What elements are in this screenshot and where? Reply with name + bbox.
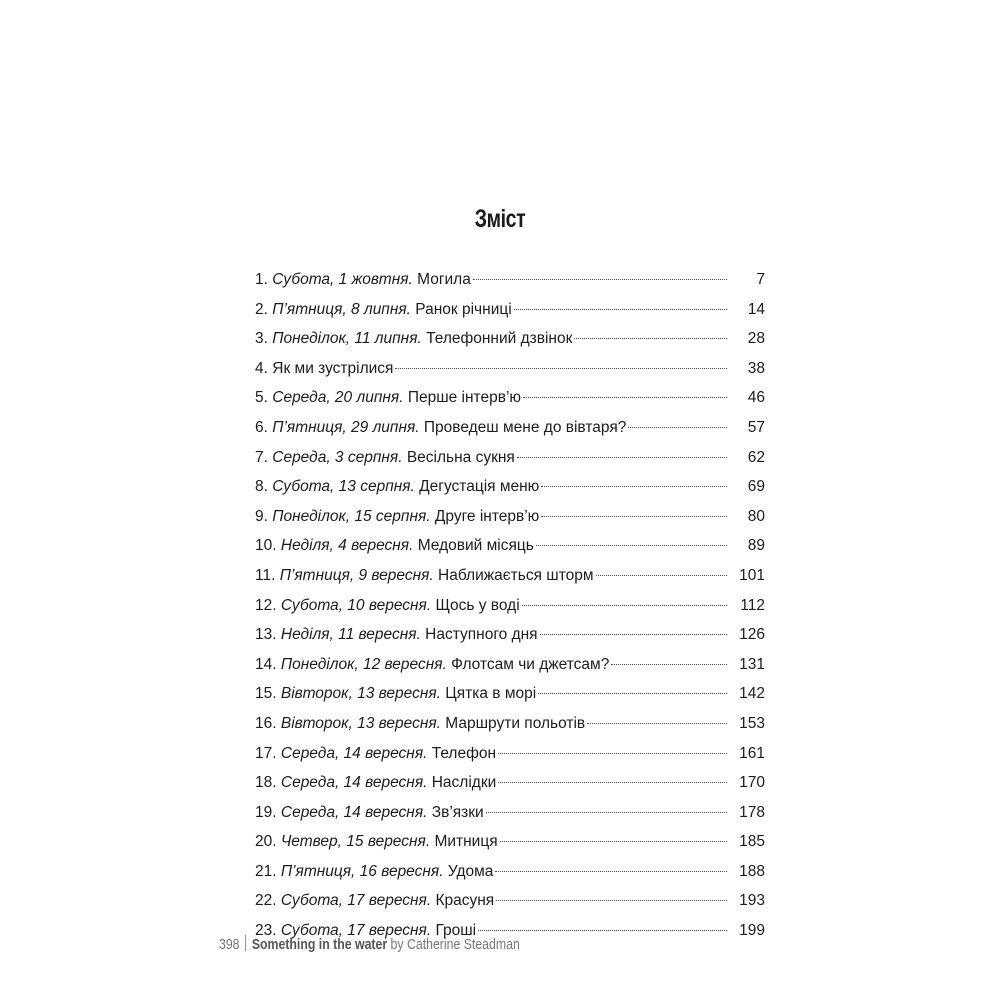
toc-entry[interactable] <box>255 448 765 478</box>
chapter-date: П’ятниця, 29 липня. <box>272 418 420 436</box>
chapter-date: Четвер, 15 вересня. <box>280 833 431 851</box>
dot-leader <box>540 634 727 635</box>
toc-entry[interactable] <box>255 862 765 892</box>
chapter-number: 13. <box>255 626 277 644</box>
chapter-title: Дегустація меню <box>419 478 540 496</box>
dot-leader <box>536 545 727 546</box>
toc-entry[interactable] <box>255 714 765 744</box>
chapter-number: 21. <box>255 862 277 880</box>
chapter-page-number: 69 <box>747 478 765 496</box>
chapter-date: Вівторок, 13 вересня. <box>280 685 441 703</box>
chapter-page-number: 80 <box>747 507 765 525</box>
dot-leader <box>574 338 727 339</box>
chapter-number: 11. <box>255 566 276 584</box>
dot-leader <box>523 397 727 398</box>
chapter-number: 12. <box>255 596 277 614</box>
chapter-title: Як ми зустрілися <box>272 359 394 377</box>
chapter-title: Флотсам чи джетсам? <box>451 655 610 673</box>
toc-entry-text <box>255 270 471 290</box>
chapter-page-number: 170 <box>739 774 765 792</box>
dot-leader <box>541 516 727 517</box>
toc-entry-text <box>255 359 393 379</box>
chapter-number: 8. <box>255 478 268 496</box>
chapter-date: Середа, 14 вересня. <box>280 803 428 821</box>
dot-leader <box>587 723 727 724</box>
dot-leader <box>496 900 727 901</box>
chapter-date: Понеділок, 15 серпня. <box>272 507 431 525</box>
chapter-number: 16. <box>255 714 277 732</box>
chapter-title: Весільна сукня <box>406 448 515 466</box>
dot-leader <box>498 782 727 783</box>
chapter-page-number: 14 <box>747 300 765 318</box>
toc-entry[interactable] <box>255 477 765 507</box>
chapter-title: Могила <box>417 271 471 288</box>
toc-entry-text <box>255 566 594 586</box>
toc-entry-text <box>255 625 538 645</box>
page-title: Зміст <box>474 205 526 233</box>
toc-entry-text <box>255 507 539 527</box>
chapter-date: Субота, 10 вересня. <box>280 596 432 614</box>
chapter-number: 7. <box>255 448 268 466</box>
chapter-date: Середа, 20 липня. <box>272 389 404 407</box>
chapter-number: 3. <box>255 330 268 348</box>
dot-leader <box>541 486 727 487</box>
chapter-number: 5. <box>255 389 268 407</box>
chapter-date: Субота, 17 вересня. <box>280 922 432 940</box>
chapter-date: П’ятниця, 8 липня. <box>272 300 411 318</box>
dot-leader <box>486 812 727 813</box>
chapter-page-number: 38 <box>747 359 765 377</box>
chapter-number: 23. <box>255 922 277 940</box>
chapter-page-number: 126 <box>739 626 765 644</box>
toc-entry-text <box>255 862 493 882</box>
chapter-date: П’ятниця, 9 вересня. <box>279 566 434 584</box>
chapter-title: Телефон <box>431 744 497 762</box>
chapter-number: 2. <box>255 300 268 318</box>
toc-entry-text <box>255 744 496 764</box>
chapter-title: Ранок річниці <box>415 300 512 318</box>
book-author: by Catherine Steadman <box>390 936 520 953</box>
chapter-title: Щось у воді <box>435 596 520 614</box>
chapter-number: 1. <box>255 271 268 288</box>
toc-entry-text <box>255 832 498 852</box>
toc-entry[interactable] <box>255 507 765 537</box>
toc-entry-text <box>255 418 626 438</box>
book-title: Something in the water <box>251 936 388 953</box>
toc-entry-text <box>255 655 609 675</box>
chapter-page-number: 161 <box>739 744 765 762</box>
chapter-date: Субота, 1 жовтня. <box>272 271 413 288</box>
chapter-title: Маршрути польотів <box>445 714 586 732</box>
chapter-date: Вівторок, 13 вересня. <box>280 714 441 732</box>
toc-entry[interactable] <box>255 803 765 833</box>
chapter-number: 4. <box>255 359 268 377</box>
chapter-page-number: 178 <box>739 803 765 821</box>
chapter-number: 15. <box>255 685 277 703</box>
chapter-title: Зв’язки <box>431 803 484 821</box>
chapter-page-number: 28 <box>747 330 765 348</box>
dot-leader <box>395 368 727 369</box>
chapter-title: Красуня <box>435 892 495 910</box>
dot-leader <box>628 427 727 428</box>
chapter-date: Середа, 14 вересня. <box>280 744 428 762</box>
toc-entry[interactable] <box>255 418 765 448</box>
chapter-date: Субота, 13 серпня. <box>272 478 415 496</box>
dot-leader <box>517 457 727 458</box>
toc-entry-text <box>255 388 521 408</box>
chapter-page-number: 7 <box>756 271 765 288</box>
dot-leader <box>473 279 727 280</box>
chapter-number: 17. <box>255 744 277 762</box>
chapter-date: Субота, 17 вересня. <box>280 892 432 910</box>
chapter-page-number: 153 <box>739 714 765 732</box>
dot-leader <box>495 871 727 872</box>
chapter-title: Медовий місяць <box>417 537 534 555</box>
dot-leader <box>596 575 727 576</box>
chapter-number: 14. <box>255 655 277 673</box>
chapter-date: Понеділок, 12 вересня. <box>280 655 447 673</box>
chapter-page-number: 188 <box>739 862 765 880</box>
chapter-number: 22. <box>255 892 277 910</box>
toc-entry-text <box>255 300 512 320</box>
toc-entry[interactable] <box>255 655 765 685</box>
chapter-date: Неділя, 11 вересня. <box>280 626 421 644</box>
chapter-page-number: 131 <box>739 655 765 673</box>
chapter-title: Наступного дня <box>425 626 538 644</box>
toc-entry[interactable] <box>255 625 765 655</box>
dot-leader <box>538 693 727 694</box>
chapter-title: Наслідки <box>431 774 497 792</box>
toc-entry[interactable] <box>255 684 765 714</box>
chapter-title: Цятка в морі <box>445 685 537 703</box>
chapter-number: 10. <box>255 537 277 555</box>
chapter-page-number: 89 <box>747 537 765 555</box>
chapter-date: Середа, 3 серпня. <box>272 448 403 466</box>
chapter-title: Друге інтерв’ю <box>434 507 540 525</box>
toc-entry-text <box>255 684 536 704</box>
dot-leader <box>514 309 727 310</box>
chapter-page-number: 199 <box>739 922 765 940</box>
chapter-date: Неділя, 4 вересня. <box>280 537 414 555</box>
footer-divider <box>245 935 246 951</box>
chapter-date: П’ятниця, 16 вересня. <box>280 862 444 880</box>
toc-entry-text <box>255 891 494 911</box>
toc-entry-text <box>255 477 539 497</box>
toc-entry[interactable] <box>255 300 765 330</box>
toc-entry[interactable] <box>255 359 765 389</box>
chapter-page-number: 112 <box>740 596 765 614</box>
chapter-page-number: 193 <box>739 892 765 910</box>
chapter-number: 20. <box>255 833 277 851</box>
dot-leader <box>500 841 727 842</box>
page-footer <box>219 935 520 953</box>
toc-entry[interactable] <box>255 388 765 418</box>
chapter-title: Телефонний дзвінок <box>426 330 573 348</box>
toc-entry[interactable] <box>255 773 765 803</box>
dot-leader <box>478 930 727 931</box>
chapter-page-number: 62 <box>747 448 765 466</box>
toc-entry-text <box>255 803 484 823</box>
toc-entry-text <box>255 536 534 556</box>
toc-entry[interactable] <box>255 744 765 774</box>
toc-entry[interactable] <box>255 596 765 626</box>
chapter-date: Понеділок, 11 липня. <box>272 330 422 348</box>
toc-entry-text <box>255 773 496 793</box>
chapter-number: 19. <box>255 803 277 821</box>
chapter-page-number: 46 <box>747 389 765 407</box>
chapter-page-number: 57 <box>747 418 765 436</box>
toc-entry-text <box>255 329 572 349</box>
chapter-page-number: 142 <box>739 685 765 703</box>
chapter-title: Удома <box>447 862 494 880</box>
dot-leader <box>611 664 727 665</box>
toc-entry-text <box>255 596 520 616</box>
chapter-number: 9. <box>255 507 268 525</box>
page-number: 398 <box>219 936 240 953</box>
dot-leader <box>498 753 727 754</box>
chapter-title: Гроші <box>435 922 477 940</box>
chapter-title: Митниця <box>434 833 498 851</box>
dot-leader <box>522 605 727 606</box>
chapter-number: 6. <box>255 418 268 436</box>
toc-entry[interactable] <box>255 329 765 359</box>
toc-entry-text <box>255 448 515 468</box>
chapter-title: Перше інтерв’ю <box>407 389 522 407</box>
toc-entry-text <box>255 714 585 734</box>
chapter-page-number: 185 <box>739 833 765 851</box>
chapter-title: Проведеш мене до вівтаря? <box>423 418 627 436</box>
chapter-number: 18. <box>255 774 277 792</box>
table-of-contents <box>255 270 765 951</box>
toc-entry[interactable] <box>255 566 765 596</box>
chapter-title: Наближається шторм <box>438 566 594 584</box>
chapter-date: Середа, 14 вересня. <box>280 774 428 792</box>
toc-entry[interactable] <box>255 832 765 862</box>
toc-entry[interactable] <box>255 536 765 566</box>
chapter-page-number: 101 <box>739 566 765 584</box>
toc-entry[interactable] <box>255 891 765 921</box>
toc-entry[interactable] <box>255 270 765 300</box>
